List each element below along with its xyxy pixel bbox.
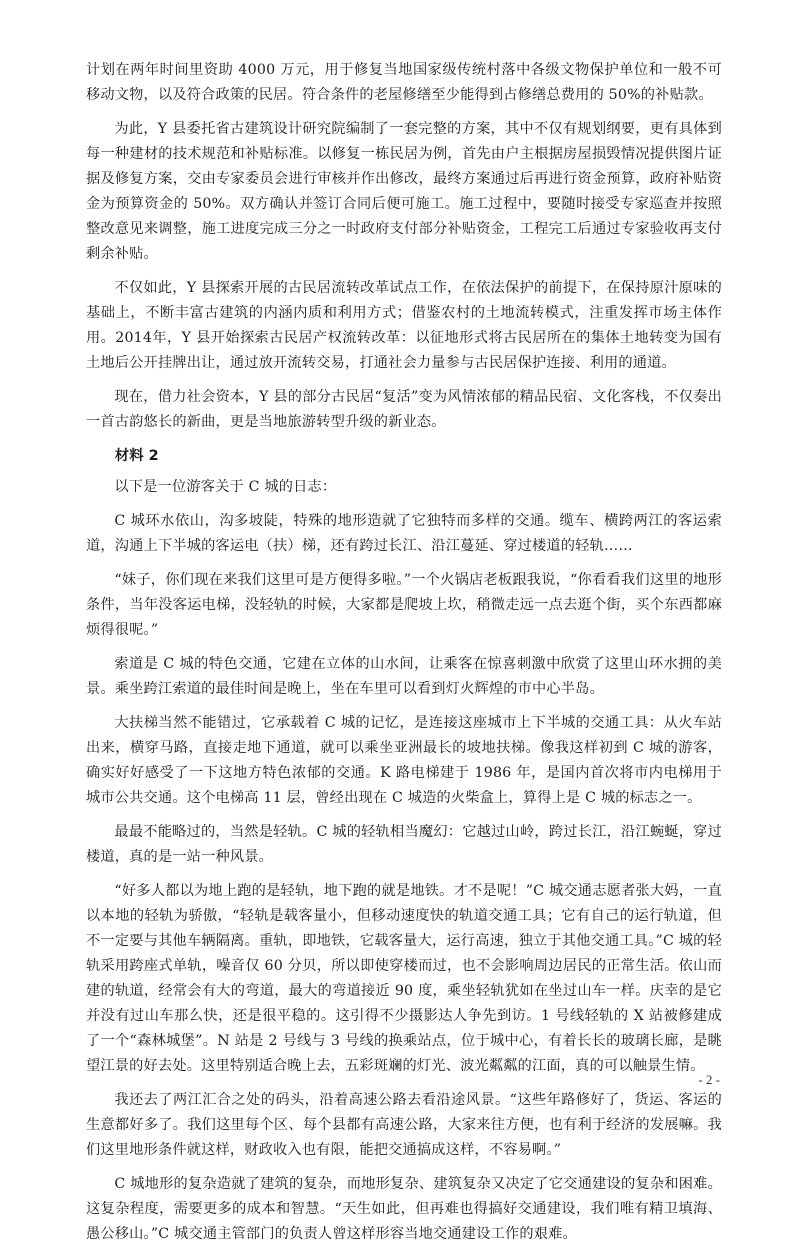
paragraph-subsidy: 计划在两年时间里资助 4000 万元，用于修复当地国家级传统村落中各级文物保护单位和一般不可移动文物，以及符合政策的民居。符合条件的老屋修缮至少能得到占修缮总费用的 50%的补贴款。: [86, 62, 722, 103]
paragraph-light-rail-detail: “好多人都以为地上跑的是轻轨，地下跑的就是地铁。才不是呢！”C 城交通志愿者张大妈，一直以本地的轻轨为骄傲，“轻轨是载客量小，但移动速度快的轨道交通工具；它有自己的运行轨道，但不一定要与其他车辆隔离。重轨，即地铁，它载客量大，运行高速，独立于其他交通工具。”C 城的轻轨采用跨座式单轨，噪音仅 60 分贝，所以即使穿楼而过，也不会影响周边居民的正常生活。依山而建的轨道，经常会有大的弯道，最大的弯道接近 90 度，乘坐轻轨犹如在坐过山车一样。庆幸的是它并没有过山车那么快，还是很平稳的。这引得不少摄影达人争先到访。1 号线轻轨的 X 站被修建成了一个“森林城堡”。N 站是 2 号线与 3 号线的换乘站点，位于城中心，有着长长的玻璃长廊，是眺望江景的好去处。这里特别适合晚上去，五彩斑斓的灯光、波光粼粼的江面，真的可以触景生情。: [86, 883, 722, 1074]
section-heading-material-2: 材料 2: [114, 448, 159, 464]
paragraph-revival: 现在，借力社会资本，Y 县的部分古民居“复活”变为风情浓郁的精品民宿、文化客栈，不仅奏出一首古韵悠长的新曲，更是当地旅游转型升级的新业态。: [86, 389, 722, 430]
paragraph-escalator: 大扶梯当然不能错过，它承载着 C 城的记忆，是连接这座城市上下半城的交通工具：从火车站出来，横穿马路，直接走地下通道，就可以乘坐亚洲最长的坡地扶梯。像我这样初到 C 城的游客，确实好好感受了一下这地方特色浓郁的交通。K 路电梯建于 1986 年，是国内首次将市内电梯用于城市公共交通。这个电梯高 11 层，曾经出现在 C 城造的火柴盒上，算得上是 C 城的标志之一。: [86, 715, 722, 806]
paragraph-terrain-transport: C 城环水依山，沟多坡陡，特殊的地形造就了它独特而多样的交通。缆车、横跨两江的客运索道，沟通上下半城的客运电（扶）梯，还有跨过长江、沿江蔓延、穿过楼道的轻轨……: [86, 513, 722, 554]
material-2-intro: 以下是一位游客关于 C 城的日志：: [114, 479, 337, 495]
paragraph-construction-difficulty: C 城地形的复杂造就了建筑的复杂，而地形复杂、建筑复杂又决定了它交通建设的复杂和困难。这复杂程度，需要更多的成本和智慧。“天生如此，但再难也得搞好交通建设，我们唯有精卫填海、愚公移山。”C 城交通主管部门的负责人曾这样形容当地交通建设工作的艰难。: [86, 1176, 722, 1242]
paragraph-restoration-plan: 为此，Y 县委托省古建筑设计研究院编制了一套完整的方案，其中不仅有规划纲要，更有具体到每一种建材的技术规范和补贴标准。以修复一栋民居为例，首先由户主根据房屋损毁情况提供图片证据及修复方案，交由专家委员会进行审核并作出修改，最终方案通过后再进行资金预算，政府补贴资金为预算资金的 50%。双方确认并签订合同后便可施工。施工过程中，要随时接受专家巡查并按照整改意见来调整，施工进度完成三分之一时政府支付部分补贴资金，工程完工后通过专家验收再支付剩余补贴。: [86, 121, 722, 262]
page-number: - 2 -: [698, 1072, 720, 1087]
paragraph-transfer-reform: 不仅如此，Y 县探索开展的古民居流转改革试点工作，在依法保护的前提下，在保持原汁原味的基础上，不断丰富古建筑的内涵内质和利用方式；借鉴农村的土地流转模式，注重发挥市场主体作用。2014年，Y 县开始探索古民居产权流转改革：以征地形式将古民居所在的集体土地转变为国有土地后公开挂牌出让，通过放开流转交易，打通社会力量参与古民居保护连接、利用的通道。: [86, 280, 722, 371]
paragraph-hotpot-owner: “妹子，你们现在来我们这里可是方便得多啦。”一个火锅店老板跟我说，“你看看我们这里的地形条件，当年没客运电梯，没轻轨的时候，大家都是爬坡上坎，稍微走远一点去逛个街，买个东西都麻烦得很呢。”: [86, 572, 722, 638]
document-page: [86, 58, 722, 1256]
paragraph-wharf-highway: 我还去了两江汇合之处的码头，沿着高速公路去看沿途风景。“这些年路修好了，货运、客运的生意都好多了。我们这里每个区、每个县都有高速公路，大家来往方便，也有利于经济的发展嘛。我们这里地形条件就这样，财政收入也有限，能把交通搞成这样，不容易啊。”: [86, 1092, 722, 1158]
paragraph-light-rail-intro: 最最不能略过的，当然是轻轨。C 城的轻轨相当魔幻：它越过山岭，跨过长江，沿江蜿蜒，穿过楼道，真的是一站一种风景。: [86, 824, 722, 865]
paragraph-ropeway: 索道是 C 城的特色交通，它建在立体的山水间，让乘客在惊喜刺激中欣赏了这里山环水拥的美景。乘坐跨江索道的最佳时间是晚上，坐在车里可以看到灯火辉煌的市中心半岛。: [86, 656, 722, 697]
